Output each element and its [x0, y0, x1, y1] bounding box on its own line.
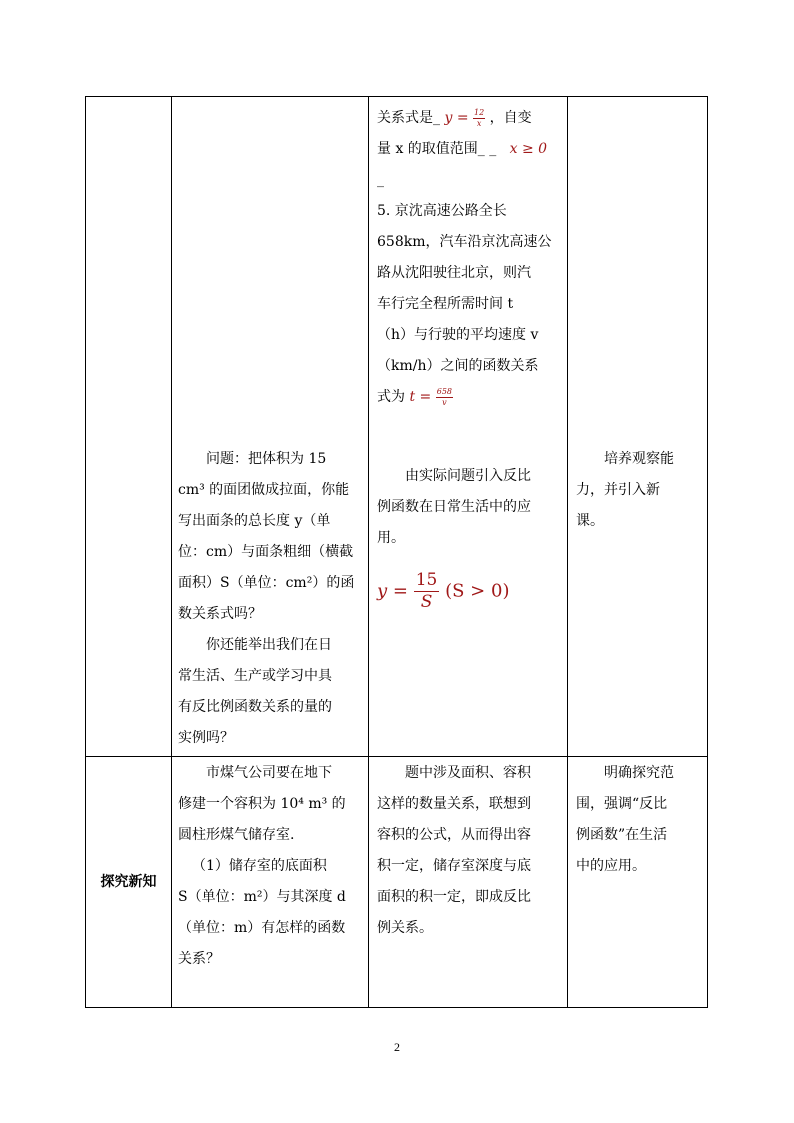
- column-divider: [171, 97, 172, 1007]
- q5-text: 车行完全程所需时间 t: [377, 296, 514, 312]
- q5-text: 路从沈阳驶往北京，则汽: [377, 265, 531, 281]
- volume-formula: y = $\frac{15}{S}$ (S > 0): [377, 570, 510, 612]
- section-label: 探究新知: [100, 874, 157, 890]
- row-divider: [86, 756, 707, 757]
- q4-text: 关系式是_: [377, 110, 440, 126]
- domain-label: 量 x 的取值范围_ _: [377, 141, 497, 157]
- q5-text: （h）与行驶的平均速度 v: [377, 327, 539, 343]
- q4-text-suffix: ，自变: [489, 110, 532, 126]
- question-block: 问题：把体积为 15 cm³ 的面团做成拉面，你能 写出面条的总长度 y（单 位：cm）与面条粗细（横截 面积）S（单位：cm²）的函 数关系式吗？ 你还能举出我们在日 常生活、生产或学习中具 有反比例函数关系的量的 实例吗？: [178, 451, 355, 746]
- q5-text: 658km，汽车沿京沈高速公: [377, 234, 552, 250]
- q5-text: （km/h）之间的函数关系: [377, 358, 539, 374]
- explore-goal-block: 明确探究范 围，强调“反比 例函数”在生活 中的应用。: [576, 765, 674, 874]
- domain-answer: x ≥ 0: [509, 141, 548, 157]
- lesson-table: [85, 96, 708, 1008]
- q4-formula: y = $\frac{12}{x}$: [444, 107, 485, 128]
- q5-formula: t = $\frac{658}{v}$: [409, 386, 453, 407]
- blank-line: _: [377, 172, 384, 188]
- column-divider: [368, 97, 369, 1007]
- q4-answer-block: [377, 103, 562, 413]
- goal-block: 培养观察能 力，并引入新 课。: [576, 451, 674, 529]
- explore-question-block: 市煤气公司要在地下 修建一个容积为 10⁴ m³ 的 圆柱形煤气储存室. （1）储存室的底面积 S（单位：m²）与其深度 d （单位：m）有怎样的函数 关系？: [178, 765, 346, 967]
- q5-text: 5. 京沈高速公路全长: [377, 203, 507, 219]
- column-divider: [567, 97, 568, 1007]
- page-number: 2: [394, 1040, 400, 1054]
- q5-text: 式为: [377, 389, 405, 405]
- design-intent-block: 由实际问题引入反比 例函数在日常生活中的应 用。 y = $\frac{15}{S}$ (S > 0): [377, 461, 562, 611]
- explore-intent-block: 题中涉及面积、容积 这样的数量关系，联想到 容积的公式，从而得出容 积一定，储存室深度与底 面积的积一定，即成反比 例关系。: [377, 765, 531, 936]
